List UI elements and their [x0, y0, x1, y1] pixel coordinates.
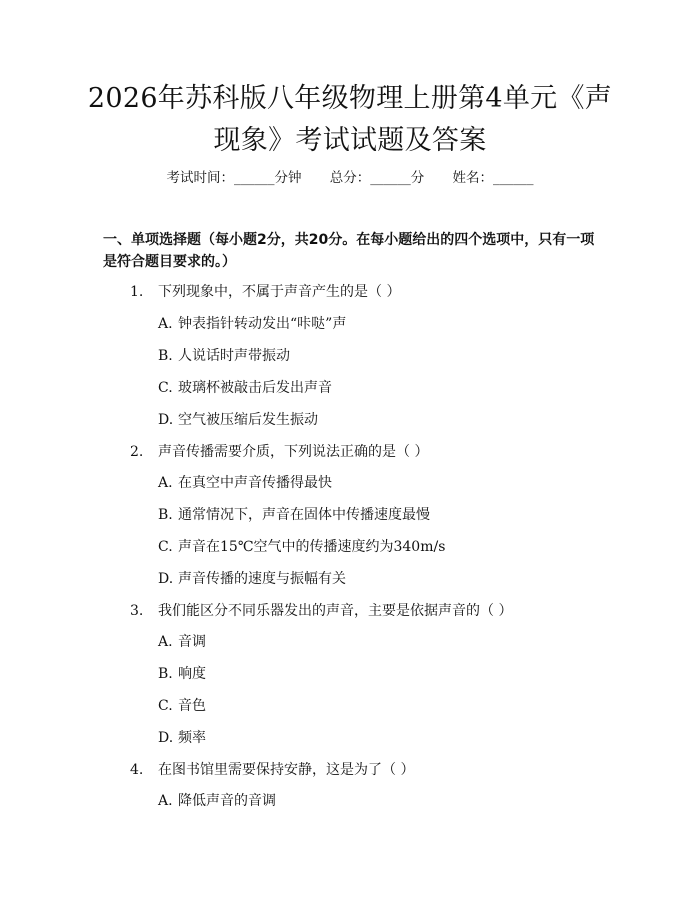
question-2-option-b — [158, 505, 430, 525]
question-2-option-c — [158, 537, 445, 557]
question-1-option-a — [158, 314, 346, 334]
option-letter: D. — [158, 571, 174, 587]
option-text: 在真空中声音传播得最快 — [178, 475, 332, 491]
question-3-option-d — [158, 728, 206, 748]
option-letter: D. — [158, 730, 174, 746]
option-letter: B. — [158, 666, 173, 682]
question-text: 下列现象中，不属于声音产生的是（ ） — [158, 284, 401, 300]
question-4 — [130, 760, 414, 780]
question-text: 在图书馆里需要保持安静，这是为了（ ） — [158, 762, 415, 778]
section-heading-line-1: 一、单项选择题（每小题2分，共20分。在每小题给出的四个选项中，只有一项 — [103, 232, 595, 248]
option-letter: B. — [158, 348, 173, 364]
option-text: 通常情况下，声音在固体中传播速度最慢 — [178, 507, 430, 523]
total-score-field: 总分：______分 — [329, 170, 425, 186]
question-1-option-c — [158, 378, 332, 398]
exam-info-line — [0, 168, 700, 188]
option-text: 玻璃杯被敲击后发出声音 — [178, 380, 332, 396]
document-title-line-1: 2026年苏科版八年级物理上册第4单元《声 — [87, 83, 613, 114]
section-heading — [103, 229, 598, 273]
option-text: 降低声音的音调 — [178, 793, 276, 809]
question-number: 4. — [130, 762, 144, 778]
question-2-option-d — [158, 569, 346, 589]
question-1 — [130, 282, 400, 302]
exam-time-field: 考试时间：______分钟 — [166, 170, 302, 186]
option-text: 钟表指针转动发出“咔哒”声 — [178, 316, 347, 332]
option-letter: A. — [158, 475, 173, 491]
option-text: 人说话时声带振动 — [178, 348, 290, 364]
option-letter: A. — [158, 316, 173, 332]
student-name-field: 姓名：______ — [452, 170, 534, 186]
question-3-option-a — [158, 632, 206, 652]
question-3-option-c — [158, 696, 206, 716]
question-text: 声音传播需要介质，下列说法正确的是（ ） — [158, 444, 429, 460]
question-3-option-b — [158, 664, 206, 684]
section-heading-line-2: 是符合题目要求的。） — [103, 254, 236, 270]
option-letter: C. — [158, 698, 173, 714]
option-letter: A. — [158, 634, 173, 650]
question-2-option-a — [158, 473, 332, 493]
option-letter: C. — [158, 380, 173, 396]
option-text: 音调 — [178, 634, 206, 650]
option-letter: C. — [158, 539, 173, 555]
option-text: 响度 — [178, 666, 206, 682]
question-1-option-d — [158, 410, 318, 430]
question-3 — [130, 601, 512, 621]
option-text: 声音在15℃空气中的传播速度约为340m/s — [178, 539, 446, 555]
document-title — [70, 78, 630, 162]
question-4-option-a — [158, 791, 276, 811]
question-number: 3. — [130, 603, 144, 619]
option-text: 空气被压缩后发生振动 — [178, 412, 318, 428]
question-number: 2. — [130, 444, 144, 460]
question-1-option-b — [158, 346, 290, 366]
option-text: 音色 — [178, 698, 206, 714]
document-title-line-2: 现象》考试试题及答案 — [213, 125, 487, 156]
question-number: 1. — [130, 284, 144, 300]
option-letter: A. — [158, 793, 173, 809]
option-letter: D. — [158, 412, 174, 428]
option-text: 声音传播的速度与振幅有关 — [178, 571, 346, 587]
option-text: 频率 — [178, 730, 206, 746]
question-text: 我们能区分不同乐器发出的声音，主要是依据声音的（ ） — [158, 603, 513, 619]
question-2 — [130, 442, 428, 462]
option-letter: B. — [158, 507, 173, 523]
